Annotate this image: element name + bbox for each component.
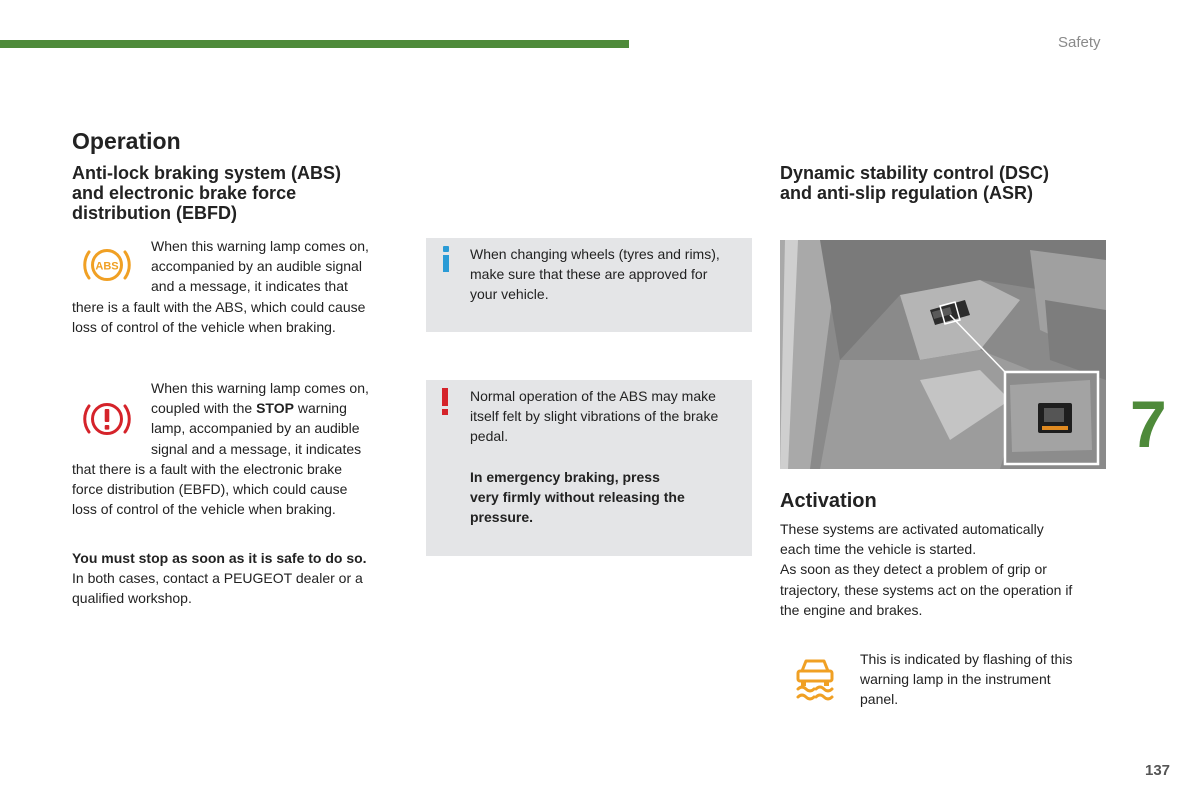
dsc-heading: Dynamic stability control (DSC) and anti-slip regulation (ASR)	[780, 163, 1050, 203]
dashboard-switch-photo	[780, 240, 1106, 469]
page-title: Operation	[72, 128, 181, 154]
section-title: Safety	[1058, 34, 1101, 51]
warning-exclamation-icon	[440, 388, 450, 416]
info-note-text: When changing wheels (tyres and rims), make sure that these are approved for your vehicle.	[470, 246, 720, 303]
chapter-number: 7	[1130, 387, 1167, 461]
activation-text: These systems are activated automatically each time the vehicle is started. As soon as they detect a problem of grip or trajectory, these systems act on the operation if the engine and brakes.	[780, 521, 1073, 618]
dsc-asr-warning-lamp-icon	[792, 655, 838, 701]
stop-instructions: You must stop as soon as it is safe to do so. In both cases, contact a PEUGEOT dealer or a qualified workshop.	[72, 550, 367, 607]
info-icon	[441, 246, 451, 272]
brake-description: When this warning lamp comes on, coupled with the STOP warning lamp, accompanied by an audible signal and a message, it indicates that there is a fault with the electronic brake force distribution (EBFD), which could cause loss of control of the vehicle when braking.	[72, 380, 369, 518]
warning-note-text: Normal operation of the ABS may make itself felt by slight vibrations of the brake pedal.	[470, 388, 719, 445]
header-accent-bar	[0, 40, 629, 48]
abs-heading: Anti-lock braking system (ABS) and electronic brake force distribution (EBFD)	[72, 163, 342, 223]
svg-text:ABS: ABS	[95, 260, 119, 273]
activation-heading: Activation	[780, 490, 877, 512]
abs-description: When this warning lamp comes on, accompanied by an audible signal and a message, it indicates that there is a fault with the ABS, which could cause loss of control of the vehicle when braking.	[72, 238, 369, 335]
dsc-lamp-text: This is indicated by flashing of this warning lamp in the instrument panel.	[860, 651, 1073, 708]
page-number: 137	[1145, 762, 1171, 779]
warning-note-bold: In emergency braking, press very firmly without releasing the pressure.	[470, 469, 685, 526]
